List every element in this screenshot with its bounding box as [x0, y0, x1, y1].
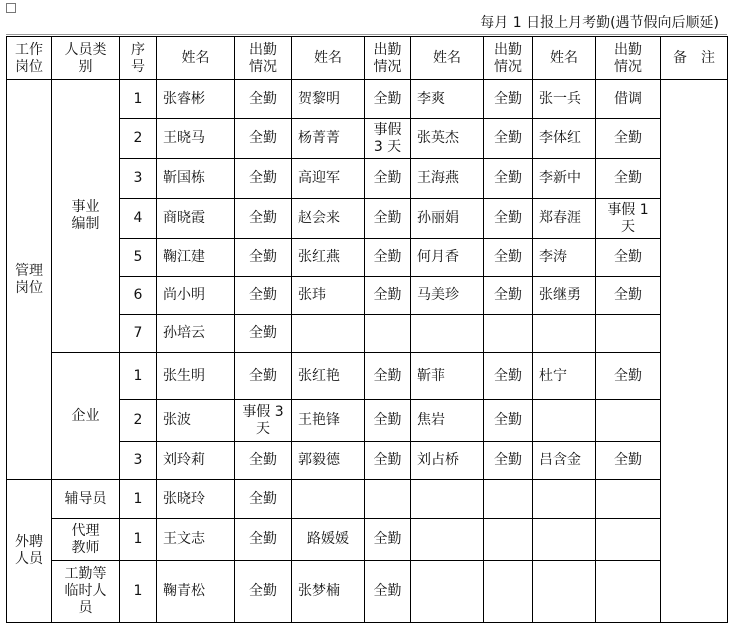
name-cell: 张继勇	[533, 277, 596, 315]
attend-cell: 借调	[596, 80, 661, 119]
name-cell: 张英杰	[411, 119, 484, 159]
name-cell: 李涛	[533, 239, 596, 277]
name-cell: 李爽	[411, 80, 484, 119]
group-enterprise: 企业	[52, 353, 120, 480]
name-cell: 赵会来	[292, 199, 365, 239]
col-attend-header: 出勤 情况	[484, 37, 533, 80]
seq-cell: 5	[120, 239, 157, 277]
name-cell: 杨菁菁	[292, 119, 365, 159]
attend-cell: 全勤	[484, 80, 533, 119]
attend-cell: 全勤	[235, 519, 292, 561]
table-row	[7, 561, 728, 623]
seq-cell: 6	[120, 277, 157, 315]
attend-cell: 全勤	[484, 353, 533, 400]
col-name-header: 姓名	[533, 37, 596, 80]
name-cell: 高迎军	[292, 159, 365, 199]
group-agent-teacher: 代理 教师	[52, 519, 120, 561]
name-cell: 鞠江建	[157, 239, 235, 277]
col-seq-header: 序 号	[120, 37, 157, 80]
attend-cell: 全勤	[596, 277, 661, 315]
name-cell: 商晓霞	[157, 199, 235, 239]
empty-cell	[484, 315, 533, 353]
empty-cell	[411, 561, 484, 623]
seq-cell: 1	[120, 80, 157, 119]
attend-cell: 全勤	[484, 199, 533, 239]
name-cell: 焦岩	[411, 400, 484, 442]
name-cell: 贺黎明	[292, 80, 365, 119]
attend-cell: 全勤	[235, 239, 292, 277]
seq-cell: 3	[120, 442, 157, 480]
attend-cell: 全勤	[596, 353, 661, 400]
empty-cell	[484, 519, 533, 561]
attend-cell: 全勤	[596, 442, 661, 480]
name-cell: 李体红	[533, 119, 596, 159]
col-remark-header: 备 注	[661, 37, 728, 80]
empty-cell	[292, 480, 365, 519]
name-cell: 王文志	[157, 519, 235, 561]
empty-cell	[533, 480, 596, 519]
attend-cell: 事假 3 天	[235, 400, 292, 442]
attend-cell: 全勤	[484, 277, 533, 315]
attend-cell: 全勤	[484, 159, 533, 199]
name-cell: 尚小明	[157, 277, 235, 315]
attend-cell: 全勤	[235, 199, 292, 239]
attend-cell: 全勤	[365, 561, 411, 623]
seq-cell: 1	[120, 561, 157, 623]
name-cell: 何月香	[411, 239, 484, 277]
empty-cell	[596, 315, 661, 353]
name-cell: 吕含金	[533, 442, 596, 480]
name-cell: 张玮	[292, 277, 365, 315]
header-row	[7, 37, 728, 80]
name-cell: 王海燕	[411, 159, 484, 199]
col-name-header: 姓名	[292, 37, 365, 80]
empty-cell	[365, 480, 411, 519]
name-cell: 张红艳	[292, 353, 365, 400]
name-cell: 孙培云	[157, 315, 235, 353]
attend-cell: 全勤	[365, 199, 411, 239]
attend-cell: 全勤	[365, 80, 411, 119]
name-cell: 杜宁	[533, 353, 596, 400]
col-name-header: 姓名	[157, 37, 235, 80]
table-row	[7, 480, 728, 519]
attend-cell: 全勤	[484, 239, 533, 277]
name-cell: 王晓马	[157, 119, 235, 159]
attend-cell: 全勤	[235, 159, 292, 199]
attend-cell: 全勤	[596, 159, 661, 199]
empty-cell	[411, 315, 484, 353]
attend-cell: 事假 1 天	[596, 199, 661, 239]
header-note: 每月 1 日报上月考勤(遇节假向后顺延)	[480, 15, 719, 31]
name-cell: 刘玲莉	[157, 442, 235, 480]
empty-cell	[533, 561, 596, 623]
empty-cell	[411, 480, 484, 519]
attend-cell: 全勤	[235, 119, 292, 159]
col-name-header: 姓名	[411, 37, 484, 80]
attend-cell: 全勤	[596, 119, 661, 159]
attend-cell: 全勤	[235, 353, 292, 400]
name-cell: 张红燕	[292, 239, 365, 277]
seq-cell: 1	[120, 519, 157, 561]
attend-cell: 全勤	[484, 442, 533, 480]
attend-cell: 全勤	[365, 519, 411, 561]
name-cell: 路媛媛	[292, 519, 365, 561]
attend-cell: 全勤	[235, 480, 292, 519]
attend-cell: 全勤	[365, 159, 411, 199]
corner-marker	[6, 3, 16, 13]
attend-cell: 全勤	[365, 442, 411, 480]
name-cell: 王艳锋	[292, 400, 365, 442]
attend-cell: 全勤	[235, 561, 292, 623]
name-cell: 鞠青松	[157, 561, 235, 623]
attend-cell: 全勤	[235, 277, 292, 315]
seq-cell: 2	[120, 119, 157, 159]
attend-cell: 全勤	[365, 353, 411, 400]
empty-cell	[596, 561, 661, 623]
seq-cell: 7	[120, 315, 157, 353]
attend-cell: 全勤	[235, 80, 292, 119]
seq-cell: 1	[120, 353, 157, 400]
name-cell: 张生明	[157, 353, 235, 400]
attendance-table	[6, 36, 728, 623]
name-cell: 张晓玲	[157, 480, 235, 519]
group-temp-worker: 工勤等 临时人 员	[52, 561, 120, 623]
name-cell: 张睿彬	[157, 80, 235, 119]
name-cell: 马美珍	[411, 277, 484, 315]
empty-cell	[411, 519, 484, 561]
empty-cell	[596, 519, 661, 561]
seq-cell: 2	[120, 400, 157, 442]
empty-cell	[484, 480, 533, 519]
attend-cell: 全勤	[484, 400, 533, 442]
table-row	[7, 353, 728, 400]
name-cell: 孙丽娟	[411, 199, 484, 239]
col-post-header: 工作 岗位	[7, 37, 52, 80]
seq-cell: 4	[120, 199, 157, 239]
col-category-header: 人员类 别	[52, 37, 120, 80]
attend-cell: 全勤	[365, 277, 411, 315]
name-cell: 张一兵	[533, 80, 596, 119]
attend-cell: 全勤	[365, 239, 411, 277]
name-cell: 刘占桥	[411, 442, 484, 480]
empty-cell	[596, 480, 661, 519]
col-attend-header: 出勤 情况	[235, 37, 292, 80]
col-attend-header: 出勤 情况	[596, 37, 661, 80]
empty-cell	[484, 561, 533, 623]
seq-cell: 3	[120, 159, 157, 199]
empty-cell	[533, 315, 596, 353]
name-cell: 郭毅德	[292, 442, 365, 480]
attend-cell: 事假 3 天	[365, 119, 411, 159]
table-row	[7, 519, 728, 561]
group-management: 管理 岗位	[7, 80, 52, 480]
name-cell: 靳菲	[411, 353, 484, 400]
empty-cell	[533, 519, 596, 561]
name-cell: 靳国栋	[157, 159, 235, 199]
group-counselor: 辅导员	[52, 480, 120, 519]
group-external: 外聘 人员	[7, 480, 52, 623]
seq-cell: 1	[120, 480, 157, 519]
attend-cell: 全勤	[484, 119, 533, 159]
group-career: 事业 编制	[52, 80, 120, 353]
col-attend-header: 出勤 情况	[365, 37, 411, 80]
attend-cell: 全勤	[365, 400, 411, 442]
table-row	[7, 80, 728, 119]
name-cell: 张波	[157, 400, 235, 442]
attend-cell: 全勤	[596, 239, 661, 277]
attend-cell: 全勤	[235, 442, 292, 480]
empty-cell	[365, 315, 411, 353]
name-cell: 张梦楠	[292, 561, 365, 623]
empty-cell	[292, 315, 365, 353]
name-cell: 李新中	[533, 159, 596, 199]
remark-cell	[661, 80, 728, 623]
attend-cell: 全勤	[235, 315, 292, 353]
empty-cell	[596, 400, 661, 442]
top-rule	[6, 34, 727, 35]
empty-cell	[533, 400, 596, 442]
name-cell: 郑春涯	[533, 199, 596, 239]
